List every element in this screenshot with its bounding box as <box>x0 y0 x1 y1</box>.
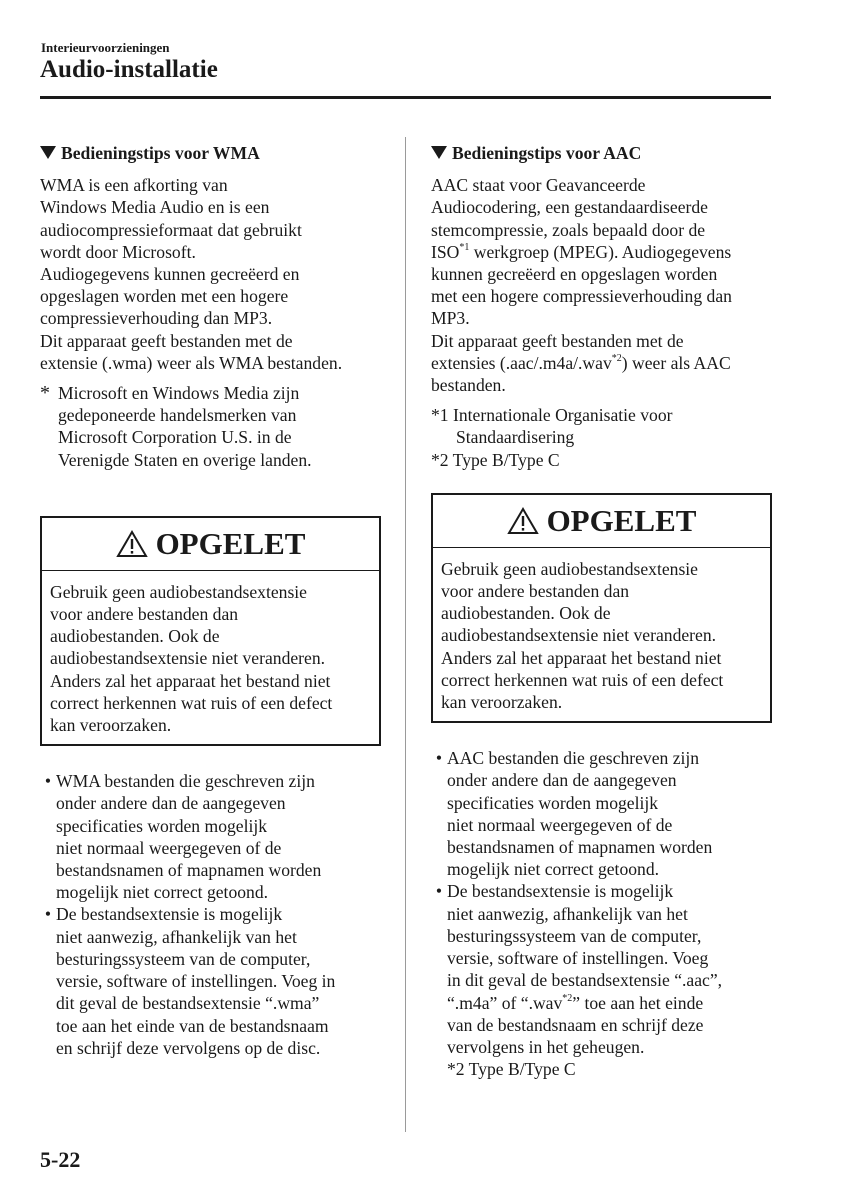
aac-intro-line: stemcompressie, zoals bepaald door de <box>431 219 706 240</box>
footnote-1: *1 Internationale Organisatie voor <box>431 405 673 426</box>
wma-intro-line: opgeslagen worden met een hogere <box>40 286 289 307</box>
warning-triangle-icon <box>116 530 148 558</box>
bullet-line: van de bestandsnaam en schrijf deze <box>447 1014 704 1035</box>
footnote-ref: *1 <box>459 241 470 253</box>
heading-triangle-icon <box>431 146 447 159</box>
aac-intro-line <box>431 352 776 374</box>
caution-box-aac <box>431 493 772 723</box>
page-number: 5-22 <box>40 1147 81 1172</box>
caution-line: Anders zal het apparaat het bestand niet <box>441 647 722 668</box>
wma-intro-line: Audiogegevens kunnen gecreëerd en <box>40 264 300 285</box>
aac-intro-line <box>431 241 776 263</box>
footnote-2: *2 Type B/Type C <box>431 449 560 470</box>
bullet-dot: • <box>44 904 52 925</box>
wma-intro-line: compressieverhouding dan MP3. <box>40 308 273 329</box>
caution-line: audiobestandsextensie niet veranderen. <box>441 625 717 646</box>
bullet-line: niet normaal weergegeven of de <box>447 814 673 835</box>
bullet-line: niet aanwezig, afhankelijk van het <box>56 926 297 947</box>
section-label: Interieurvoorzieningen <box>41 40 170 55</box>
aac-intro-line: Audiocodering, een gestandaardiseerde <box>431 197 708 218</box>
caution-line: voor andere bestanden dan <box>441 581 630 602</box>
caution-line: audiobestanden. Ook de <box>441 603 611 624</box>
bullet-line: niet aanwezig, afhankelijk van het <box>447 903 688 924</box>
wma-intro-line: extensie (.wma) weer als WMA bestanden. <box>40 352 343 373</box>
footnotes <box>431 404 776 471</box>
bullet-line: besturingssysteem van de computer, <box>56 948 311 969</box>
bullet-line: AAC bestanden die geschreven zijn <box>447 748 700 769</box>
heading-triangle-icon <box>40 146 56 159</box>
caution-line: Gebruik geen audiobestandsextensie <box>441 558 698 579</box>
aac-intro-line: MP3. <box>431 308 470 329</box>
text-fragment: extensies (.aac/.m4a/.wav <box>431 352 612 373</box>
bullet-dot: • <box>435 881 443 902</box>
caution-line: audiobestanden. Ook de <box>50 626 220 647</box>
footnote-ref: *2 <box>611 352 622 364</box>
aac-intro-line: met een hogere compressieverhouding dan <box>431 286 732 307</box>
wma-intro-line: Windows Media Audio en is een <box>40 197 270 218</box>
bullet-line: bestandsnamen of mapnamen worden <box>447 837 713 858</box>
text-fragment: werkgroep (MPEG). Audiogegevens <box>469 241 732 262</box>
bullet-dot: • <box>44 771 52 792</box>
column-divider <box>405 137 406 1132</box>
caution-line: kan veroorzaken. <box>50 715 172 736</box>
caution-line: correct herkennen wat ruis of een defect <box>441 669 724 690</box>
text-fragment: “.m4a” of “.wav <box>447 992 563 1013</box>
bullet-line: vervolgens in het geheugen. <box>447 1036 645 1057</box>
wma-heading <box>40 142 385 164</box>
caution-line: Gebruik geen audiobestandsextensie <box>50 581 307 602</box>
asterisk-mark: * <box>40 382 50 405</box>
bullet-line: *2 Type B/Type C <box>447 1059 576 1080</box>
right-column <box>431 142 776 1080</box>
caution-title: OPGELET <box>546 502 697 538</box>
bullet-line: besturingssysteem van de computer, <box>447 925 702 946</box>
caution-line: correct herkennen wat ruis of een defect <box>50 692 333 713</box>
caution-line: Anders zal het apparaat het bestand niet <box>50 670 331 691</box>
bullet-item <box>431 747 776 880</box>
bullet-line: in dit geval de bestandsextensie “.aac”, <box>447 970 723 991</box>
wma-intro-line: audiocompressieformaat dat gebruikt <box>40 219 302 240</box>
bullet-line: onder andere dan de aangegeven <box>56 793 286 814</box>
text-fragment: ISO <box>431 241 460 262</box>
caution-heading <box>433 495 770 548</box>
caution-title: OPGELET <box>155 525 306 561</box>
caution-heading <box>42 518 379 571</box>
text-fragment: ” toe aan het einde <box>572 992 704 1013</box>
bullet-line <box>447 992 722 1014</box>
bullet-line: WMA bestanden die geschreven zijn <box>56 771 315 792</box>
page-title: Audio-installatie <box>40 56 218 83</box>
text-fragment: ) weer als AAC <box>621 352 731 373</box>
bullet-line: specificaties worden mogelijk <box>56 815 268 836</box>
caution-line: voor andere bestanden dan <box>50 604 239 625</box>
bullet-line: en schrijf deze vervolgens op de disc. <box>56 1037 321 1058</box>
bullet-line: versie, software of instellingen. Voeg in <box>56 971 336 992</box>
caution-body <box>433 548 770 721</box>
bullet-line: versie, software of instellingen. Voeg <box>447 948 709 969</box>
note-line: Microsoft en Windows Media zijn <box>58 383 300 404</box>
wma-intro <box>40 174 385 374</box>
bullet-line: toe aan het einde van de bestandsnaam <box>56 1015 329 1036</box>
caution-box-wma <box>40 516 381 746</box>
footnote-ref: *2 <box>562 992 573 1004</box>
bullet-dot: • <box>435 748 443 769</box>
wma-intro-line: WMA is een afkorting van <box>40 175 228 196</box>
wma-intro-line: wordt door Microsoft. <box>40 241 196 262</box>
note-line: Verenigde Staten en overige landen. <box>58 449 312 470</box>
wma-heading-text: Bedieningstips voor WMA <box>61 143 260 163</box>
aac-heading <box>431 142 776 164</box>
bullet-line: onder andere dan de aangegeven <box>447 770 677 791</box>
bullet-line: mogelijk niet correct getoond. <box>447 859 660 880</box>
bullet-line: De bestandsextensie is mogelijk <box>56 904 283 925</box>
bullet-line: specificaties worden mogelijk <box>447 792 659 813</box>
aac-intro-line: Dit apparaat geeft bestanden met de <box>431 330 684 351</box>
caution-body <box>42 571 379 744</box>
bullet-line: mogelijk niet correct getoond. <box>56 882 269 903</box>
left-column <box>40 142 385 1059</box>
aac-intro-line: kunnen gecreëerd en opgeslagen worden <box>431 264 718 285</box>
bullet-line: dit geval de bestandsextensie “.wma” <box>56 993 320 1014</box>
warning-triangle-icon <box>507 507 539 535</box>
footnote-1-cont: Standaardisering <box>456 427 575 448</box>
bullet-item <box>40 903 385 1058</box>
aac-intro-line: AAC staat voor Geavanceerde <box>431 175 646 196</box>
note-line: gedeponeerde handelsmerken van <box>58 405 297 426</box>
bullet-line: niet normaal weergegeven of de <box>56 837 282 858</box>
header-rule <box>40 96 771 99</box>
aac-intro-line: bestanden. <box>431 375 506 396</box>
bullet-line: bestandsnamen of mapnamen worden <box>56 860 322 881</box>
bullet-item <box>40 770 385 903</box>
bullet-line: De bestandsextensie is mogelijk <box>447 881 674 902</box>
bullet-item <box>431 880 776 1080</box>
aac-intro <box>431 174 776 396</box>
caution-line: kan veroorzaken. <box>441 692 563 713</box>
caution-line: audiobestandsextensie niet veranderen. <box>50 648 326 669</box>
aac-heading-text: Bedieningstips voor AAC <box>452 143 642 163</box>
wma-intro-line: Dit apparaat geeft bestanden met de <box>40 330 293 351</box>
note-line: Microsoft Corporation U.S. in de <box>58 427 292 448</box>
trademark-note <box>40 382 385 471</box>
